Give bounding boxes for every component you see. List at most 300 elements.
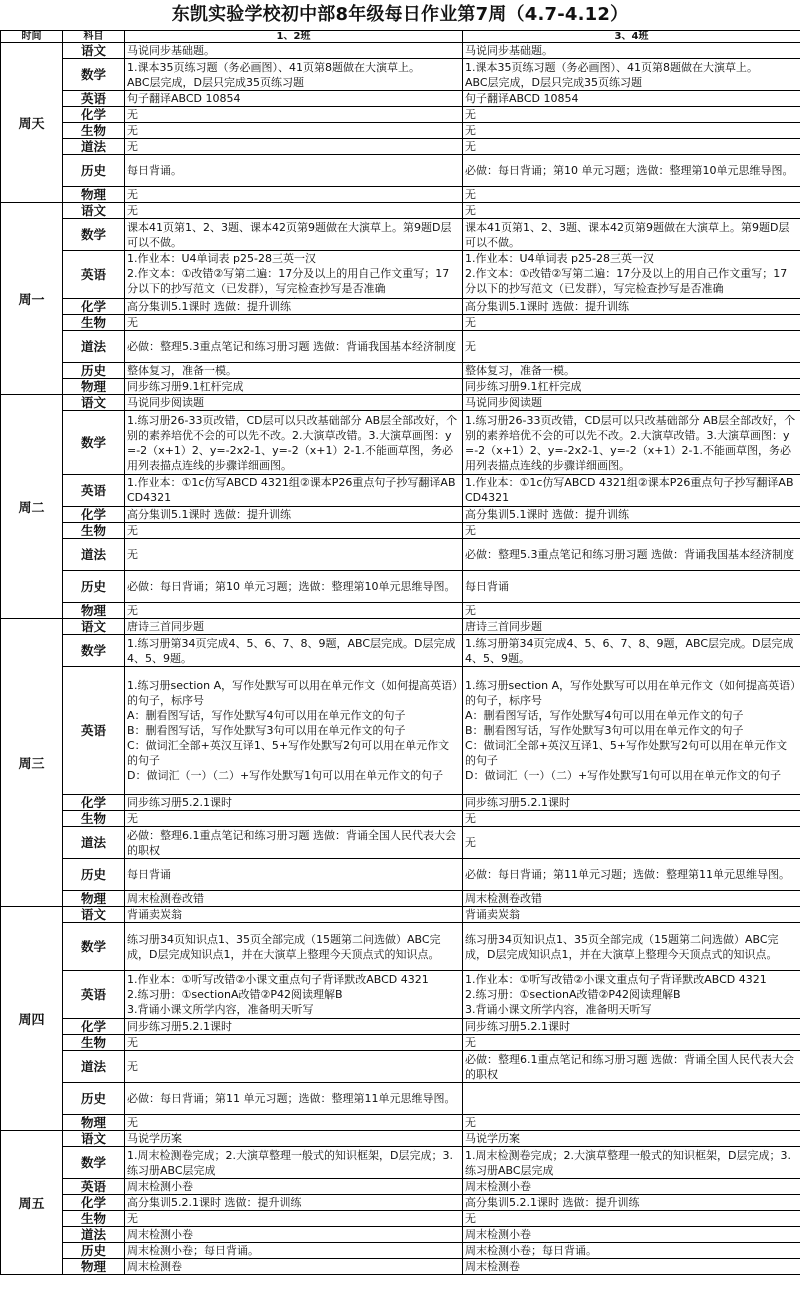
homework-text: 1.练习册section A，写作处默写可以用在单元作文（如何提高英语）的句子，标序号 A：删看图写话，写作处默写4句可以用在单元作文的句子 B：删看图写话，写作处默写3句可以用在单元作文的句子 C：做词汇全部+英汉互译1、5+写作处默写2句可以用在单元作文的句子 D：做词汇（一）（二）+写作处默写1句可以用在单元作文的句子: [127, 679, 458, 782]
homework-cell-class-1-2: [125, 1131, 463, 1147]
homework-cell-class-1-2: [125, 219, 463, 251]
subject-label: 历史: [63, 155, 125, 187]
subject-label: 化学: [63, 1195, 125, 1211]
homework-cell-class-1-2: [125, 59, 463, 91]
homework-cell-class-1-2: [125, 1259, 463, 1275]
homework-text: 练习册34页知识点1、35页全部完成（15题第二问选做）ABC完成，D层完成知识点1，并在大演草上整理今天顶点式的知识点。: [465, 932, 779, 961]
homework-cell-class-1-2: [125, 379, 463, 395]
homework-text: 同步练习册5.2.1课时: [465, 1020, 570, 1033]
homework-cell-class-1-2: [125, 1083, 463, 1115]
homework-text: 无: [127, 108, 138, 121]
subject-label: 数学: [63, 1147, 125, 1179]
homework-text: 必做：整理6.1重点笔记和练习册习题 选做：背诵全国人民代表大会的职权: [127, 828, 456, 857]
homework-text: 高分集训5.1课时 选做：提升训练: [127, 508, 291, 521]
homework-cell-class-3-4: [463, 1035, 800, 1051]
homework-text: 高分集训5.1课时 选做：提升训练: [127, 300, 291, 313]
homework-cell-class-1-2: [125, 363, 463, 379]
table-row: [1, 859, 800, 891]
day-label: 周三: [1, 619, 63, 907]
homework-text: 必做：每日背诵；第10 单元习题；选做：整理第10单元思维导图。: [465, 164, 794, 177]
subject-label: 语文: [63, 395, 125, 411]
homework-cell-class-1-2: [125, 1051, 463, 1083]
homework-text: 无: [465, 316, 476, 329]
homework-cell-class-3-4: [463, 507, 800, 523]
table-row: [1, 1019, 800, 1035]
homework-text: 每日背诵。: [127, 164, 182, 177]
homework-text: 无: [465, 836, 476, 849]
homework-cell-class-1-2: [125, 315, 463, 331]
homework-text: 无: [465, 340, 476, 353]
table-row: [1, 1051, 800, 1083]
homework-cell-class-1-2: [125, 1179, 463, 1195]
homework-cell-class-3-4: [463, 859, 800, 891]
subject-label: 数学: [63, 411, 125, 475]
homework-text: 1.练习册section A，写作处默写可以用在单元作文（如何提高英语）的句子，标序号 A：删看图写话，写作处默写4句可以用在单元作文的句子 B：删看图写话，写作处默写3句可以用在单元作文的句子 C：做词汇全部+英汉互译1、5+写作处默写2句可以用在单元作文的句子 D：做词汇（一）（二）+写作处默写1句可以用在单元作文的句子: [465, 679, 796, 782]
homework-cell-class-3-4: [463, 187, 800, 203]
day-label: 周五: [1, 1131, 63, 1275]
table-row: [1, 539, 800, 571]
homework-cell-class-1-2: [125, 331, 463, 363]
homework-text: 1.练习册第34页完成4、5、6、7、8、9题，ABC层完成。D层完成4、5、9题。: [465, 636, 794, 665]
homework-text: 1.周末检测卷完成；2.大演草整理一般式的知识框架，D层完成；3.练习册ABC层完成: [127, 1148, 453, 1177]
homework-text: 高分集训5.2.1课时 选做：提升训练: [465, 1196, 640, 1209]
table-row: [1, 891, 800, 907]
table-row: [1, 155, 800, 187]
subject-label: 物理: [63, 1115, 125, 1131]
table-row: [1, 363, 800, 379]
header-subject: 科目: [63, 31, 125, 43]
day-label: 周四: [1, 907, 63, 1131]
subject-label: 道法: [63, 1227, 125, 1243]
table-row: [1, 523, 800, 539]
homework-text: 高分集训5.1课时 选做：提升训练: [465, 300, 629, 313]
table-row: [1, 811, 800, 827]
table-row: [1, 475, 800, 507]
homework-cell-class-1-2: [125, 123, 463, 139]
homework-text: 无: [127, 140, 138, 153]
homework-text: 练习册34页知识点1、35页全部完成（15题第二问选做）ABC完成，D层完成知识点1，并在大演草上整理今天顶点式的知识点。: [127, 932, 441, 961]
homework-cell-class-3-4: [463, 1083, 800, 1115]
homework-text: 无: [127, 204, 138, 217]
homework-text: 1.练习册26-33页改错，CD层可以只改基础部分 AB层全部改好，个别的素养培优不会的可以先不改。2.大演草改错。3.大演草画图：y=-2（x+1）2、y=-2x2-1、y=-2（x+1）2-1.不能画草图，务必用列表描点连线的步骤详细画图。: [127, 413, 458, 472]
homework-text: 句子翻译ABCD 10854: [127, 92, 241, 105]
homework-text: 无: [465, 1212, 476, 1225]
homework-cell-class-1-2: [125, 1227, 463, 1243]
homework-cell-class-1-2: [125, 523, 463, 539]
homework-text: 1.作业本：①听写改错②小课文重点句子背译默改ABCD 4321 2.练习册：①sectionA改错②P42阅读理解B 3.背诵小课文所学内容，准备明天听写: [127, 973, 429, 1016]
table-row: [1, 203, 800, 219]
homework-cell-class-1-2: [125, 251, 463, 299]
homework-cell-class-3-4: [463, 1147, 800, 1179]
homework-text: 1.作业本：①听写改错②小课文重点句子背译默改ABCD 4321 2.练习册：①sectionA改错②P42阅读理解B 3.背诵小课文所学内容，准备明天听写: [465, 973, 767, 1016]
subject-label: 道法: [63, 331, 125, 363]
subject-label: 生物: [63, 123, 125, 139]
subject-label: 物理: [63, 379, 125, 395]
homework-cell-class-3-4: [463, 395, 800, 411]
table-row: [1, 107, 800, 123]
homework-cell-class-3-4: [463, 411, 800, 475]
subject-label: 生物: [63, 523, 125, 539]
table-row: [1, 219, 800, 251]
homework-cell-class-3-4: [463, 635, 800, 667]
subject-label: 化学: [63, 1019, 125, 1035]
homework-text: 无: [127, 548, 138, 561]
subject-label: 语文: [63, 907, 125, 923]
homework-text: 背诵卖炭翁: [465, 908, 520, 921]
homework-text: 每日背诵: [465, 580, 509, 593]
homework-text: 课本41页第1、2、3题、课本42页第9题做在大演草上。第9题D层可以不做。: [465, 220, 790, 249]
subject-label: 语文: [63, 619, 125, 635]
table-row: [1, 123, 800, 139]
table-row: [1, 59, 800, 91]
homework-cell-class-1-2: [125, 891, 463, 907]
table-row: [1, 187, 800, 203]
homework-text: 周末检测小卷: [127, 1180, 193, 1193]
subject-label: 英语: [63, 251, 125, 299]
homework-cell-class-3-4: [463, 1211, 800, 1227]
homework-cell-class-3-4: [463, 331, 800, 363]
homework-cell-class-1-2: [125, 603, 463, 619]
table-row: [1, 331, 800, 363]
subject-label: 道法: [63, 827, 125, 859]
homework-text: 马说学历案: [127, 1132, 182, 1145]
table-row: [1, 1035, 800, 1051]
homework-text: 周末检测卷: [127, 1260, 182, 1273]
homework-cell-class-3-4: [463, 971, 800, 1019]
homework-cell-class-3-4: [463, 203, 800, 219]
homework-cell-class-3-4: [463, 363, 800, 379]
subject-label: 数学: [63, 59, 125, 91]
table-row: [1, 635, 800, 667]
homework-cell-class-1-2: [125, 139, 463, 155]
header-row: [1, 31, 800, 43]
homework-text: 无: [127, 1036, 138, 1049]
homework-cell-class-3-4: [463, 1179, 800, 1195]
homework-cell-class-1-2: [125, 1115, 463, 1131]
homework-cell-class-3-4: [463, 1227, 800, 1243]
subject-label: 历史: [63, 363, 125, 379]
homework-cell-class-1-2: [125, 635, 463, 667]
table-row: [1, 1115, 800, 1131]
table-row: [1, 571, 800, 603]
subject-label: 生物: [63, 811, 125, 827]
homework-cell-class-3-4: [463, 315, 800, 331]
homework-text: 1.课本35页练习题（务必画图）、41页第8题做在大演草上。 ABC层完成，D层只完成35页练习题: [127, 60, 420, 89]
homework-cell-class-3-4: [463, 251, 800, 299]
homework-text: 无: [465, 188, 476, 201]
homework-cell-class-1-2: [125, 1035, 463, 1051]
subject-label: 数学: [63, 635, 125, 667]
subject-label: 英语: [63, 971, 125, 1019]
subject-label: 数学: [63, 923, 125, 971]
subject-label: 物理: [63, 187, 125, 203]
homework-text: 1.课本35页练习题（务必画图）、41页第8题做在大演草上。 ABC层完成，D层只完成35页练习题: [465, 60, 758, 89]
subject-label: 历史: [63, 571, 125, 603]
table-row: [1, 1195, 800, 1211]
homework-cell-class-1-2: [125, 539, 463, 571]
homework-text: 无: [127, 316, 138, 329]
homework-cell-class-3-4: [463, 1259, 800, 1275]
table-row: [1, 315, 800, 331]
subject-label: 历史: [63, 1243, 125, 1259]
homework-cell-class-3-4: [463, 139, 800, 155]
table-row: [1, 1147, 800, 1179]
homework-cell-class-3-4: [463, 59, 800, 91]
homework-cell-class-3-4: [463, 603, 800, 619]
homework-text: 1.作业本：①1c仿写ABCD 4321组②课本P26重点句子抄写翻译ABCD4321: [127, 476, 456, 504]
homework-cell-class-3-4: [463, 91, 800, 107]
homework-text: 无: [465, 140, 476, 153]
table-row: [1, 1179, 800, 1195]
subject-label: 数学: [63, 219, 125, 251]
subject-label: 语文: [63, 43, 125, 59]
homework-text: 必做：每日背诵；第10 单元习题；选做：整理第10单元思维导图。: [127, 580, 456, 593]
homework-cell-class-1-2: [125, 507, 463, 523]
table-row: [1, 795, 800, 811]
table-row: [1, 507, 800, 523]
homework-cell-class-3-4: [463, 1115, 800, 1131]
homework-cell-class-1-2: [125, 1243, 463, 1259]
homework-cell-class-1-2: [125, 411, 463, 475]
subject-label: 生物: [63, 315, 125, 331]
homework-cell-class-3-4: [463, 923, 800, 971]
homework-text: 周末检测小卷: [465, 1180, 531, 1193]
homework-text: 无: [465, 1116, 476, 1129]
homework-text: 无: [127, 1116, 138, 1129]
homework-text: 1.作业本：①1c仿写ABCD 4321组②课本P26重点句子抄写翻译ABCD4321: [465, 476, 794, 504]
homework-text: 周末检测卷改错: [127, 892, 204, 905]
homework-cell-class-1-2: [125, 91, 463, 107]
homework-cell-class-1-2: [125, 811, 463, 827]
page-title: 东凯实验学校初中部8年级每日作业第7周（4.7-4.12）: [171, 4, 629, 25]
homework-text: 无: [465, 108, 476, 121]
homework-text: 无: [127, 524, 138, 537]
homework-text: 无: [127, 1212, 138, 1225]
table-row: [1, 1259, 800, 1275]
homework-text: 1.练习册26-33页改错，CD层可以只改基础部分 AB层全部改好，个别的素养培优不会的可以先不改。2.大演草改错。3.大演草画图：y=-2（x+1）2、y=-2x2-1、y=-2（x+1）2-1.不能画草图，务必用列表描点连线的步骤详细画图。: [465, 413, 796, 472]
subject-label: 英语: [63, 667, 125, 795]
homework-text: 周末检测小卷；每日背诵。: [465, 1244, 597, 1257]
homework-cell-class-1-2: [125, 667, 463, 795]
table-row: [1, 299, 800, 315]
subject-label: 语文: [63, 203, 125, 219]
homework-text: 1.练习册第34页完成4、5、6、7、8、9题，ABC层完成。D层完成4、5、9题。: [127, 636, 456, 665]
homework-text: 无: [127, 188, 138, 201]
homework-cell-class-1-2: [125, 923, 463, 971]
homework-text: 同步练习册5.2.1课时: [465, 796, 570, 809]
homework-cell-class-3-4: [463, 891, 800, 907]
homework-text: 无: [127, 812, 138, 825]
homework-cell-class-3-4: [463, 571, 800, 603]
subject-label: 生物: [63, 1211, 125, 1227]
homework-text: 整体复习，准备一模。: [465, 364, 575, 377]
homework-text: 同步练习册5.2.1课时: [127, 1020, 232, 1033]
table-row: [1, 619, 800, 635]
homework-text: 无: [465, 524, 476, 537]
homework-text: 必做：整理5.3重点笔记和练习册习题 选做：背诵我国基本经济制度: [127, 340, 456, 353]
homework-cell-class-1-2: [125, 971, 463, 1019]
homework-text: 马说同步阅读题: [127, 396, 204, 409]
homework-text: 必做：整理6.1重点笔记和练习册习题 选做：背诵全国人民代表大会的职权: [465, 1052, 794, 1081]
homework-cell-class-3-4: [463, 1243, 800, 1259]
homework-cell-class-3-4: [463, 539, 800, 571]
homework-text: 马说同步阅读题: [465, 396, 542, 409]
homework-text: 周末检测卷改错: [465, 892, 542, 905]
homework-cell-class-1-2: [125, 475, 463, 507]
homework-cell-class-3-4: [463, 475, 800, 507]
subject-label: 历史: [63, 859, 125, 891]
homework-cell-class-1-2: [125, 203, 463, 219]
homework-text: 无: [465, 604, 476, 617]
table-row: [1, 1227, 800, 1243]
subject-label: 物理: [63, 1259, 125, 1275]
homework-cell-class-3-4: [463, 43, 800, 59]
day-label: 周二: [1, 395, 63, 619]
day-label: 周一: [1, 203, 63, 395]
homework-cell-class-3-4: [463, 523, 800, 539]
table-row: [1, 251, 800, 299]
homework-cell-class-1-2: [125, 395, 463, 411]
homework-text: 无: [465, 812, 476, 825]
homework-text: 同步练习册5.2.1课时: [127, 796, 232, 809]
subject-label: 道法: [63, 1051, 125, 1083]
homework-cell-class-3-4: [463, 1195, 800, 1211]
homework-text: 无: [127, 1060, 138, 1073]
homework-cell-class-3-4: [463, 1051, 800, 1083]
table-row: [1, 603, 800, 619]
table-row: [1, 395, 800, 411]
subject-label: 化学: [63, 107, 125, 123]
header-time: 时间: [1, 31, 63, 43]
homework-text: 同步练习册9.1杠杆完成: [465, 380, 582, 393]
homework-text: 周末检测卷: [465, 1260, 520, 1273]
homework-text: 周末检测小卷: [127, 1228, 193, 1241]
homework-cell-class-3-4: [463, 299, 800, 315]
subject-label: 历史: [63, 1083, 125, 1115]
homework-text: 每日背诵: [127, 868, 171, 881]
homework-text: 周末检测小卷；每日背诵。: [127, 1244, 259, 1257]
homework-text: 必做：每日背诵；第11 单元习题；选做：整理第11单元思维导图。: [127, 1092, 456, 1105]
homework-text: 整体复习，准备一模。: [127, 364, 237, 377]
table-row: [1, 1131, 800, 1147]
homework-cell-class-3-4: [463, 667, 800, 795]
homework-cell-class-3-4: [463, 619, 800, 635]
table-row: [1, 827, 800, 859]
homework-cell-class-3-4: [463, 827, 800, 859]
homework-text: 句子翻译ABCD 10854: [465, 92, 579, 105]
homework-text: 唐诗三首同步题: [127, 620, 204, 633]
homework-text: 必做：整理5.3重点笔记和练习册习题 选做：背诵我国基本经济制度: [465, 548, 794, 561]
homework-cell-class-3-4: [463, 379, 800, 395]
homework-cell-class-1-2: [125, 1211, 463, 1227]
table-row: [1, 411, 800, 475]
homework-body: [1, 43, 800, 1275]
homework-cell-class-3-4: [463, 107, 800, 123]
homework-cell-class-1-2: [125, 795, 463, 811]
homework-text: 1.作业本：U4单词表 p25-28三英一汉 2.作文本：①改错②写第二遍：17分及以上的用自己作文重写；17分以下的抄写范文（已发群），写完检查抄写是否准确: [127, 252, 450, 295]
homework-cell-class-1-2: [125, 1019, 463, 1035]
homework-cell-class-3-4: [463, 811, 800, 827]
table-row: [1, 1083, 800, 1115]
homework-cell-class-3-4: [463, 795, 800, 811]
header-class-3-4: 3、4班: [463, 31, 800, 43]
homework-cell-class-3-4: [463, 219, 800, 251]
table-row: [1, 1211, 800, 1227]
subject-label: 生物: [63, 1035, 125, 1051]
homework-cell-class-1-2: [125, 827, 463, 859]
homework-cell-class-1-2: [125, 907, 463, 923]
homework-cell-class-1-2: [125, 155, 463, 187]
table-row: [1, 139, 800, 155]
homework-cell-class-3-4: [463, 123, 800, 139]
table-row: [1, 1243, 800, 1259]
homework-text: 1.周末检测卷完成；2.大演草整理一般式的知识框架，D层完成；3.练习册ABC层完成: [465, 1148, 791, 1177]
homework-text: 高分集训5.1课时 选做：提升训练: [465, 508, 629, 521]
subject-label: 英语: [63, 475, 125, 507]
homework-text: 1.作业本：U4单词表 p25-28三英一汉 2.作文本：①改错②写第二遍：17分及以上的用自己作文重写；17分以下的抄写范文（已发群），写完检查抄写是否准确: [465, 252, 788, 295]
homework-cell-class-1-2: [125, 43, 463, 59]
homework-cell-class-1-2: [125, 299, 463, 315]
homework-cell-class-1-2: [125, 187, 463, 203]
homework-text: 马说学历案: [465, 1132, 520, 1145]
homework-text: 必做：每日背诵；第11单元习题；选做：整理第11单元思维导图。: [465, 868, 790, 881]
homework-text: 无: [127, 124, 138, 137]
homework-text: 高分集训5.2.1课时 选做：提升训练: [127, 1196, 302, 1209]
homework-text: 同步练习册9.1杠杆完成: [127, 380, 244, 393]
homework-cell-class-1-2: [125, 1195, 463, 1211]
table-row: [1, 923, 800, 971]
homework-text: 周末检测小卷: [465, 1228, 531, 1241]
homework-text: 唐诗三首同步题: [465, 620, 542, 633]
homework-cell-class-1-2: [125, 571, 463, 603]
subject-label: 语文: [63, 1131, 125, 1147]
homework-text: 无: [465, 124, 476, 137]
subject-label: 英语: [63, 1179, 125, 1195]
homework-cell-class-3-4: [463, 1019, 800, 1035]
subject-label: 物理: [63, 891, 125, 907]
subject-label: 道法: [63, 139, 125, 155]
homework-cell-class-1-2: [125, 107, 463, 123]
subject-label: 化学: [63, 299, 125, 315]
subject-label: 道法: [63, 539, 125, 571]
subject-label: 化学: [63, 795, 125, 811]
homework-cell-class-1-2: [125, 859, 463, 891]
table-row: [1, 379, 800, 395]
homework-table: [0, 30, 800, 1275]
header-class-1-2: 1、2班: [125, 31, 463, 43]
homework-text: 无: [465, 204, 476, 217]
homework-text: 无: [127, 604, 138, 617]
table-row: [1, 971, 800, 1019]
table-row: [1, 43, 800, 59]
homework-text: 无: [465, 1036, 476, 1049]
homework-cell-class-3-4: [463, 907, 800, 923]
subject-label: 物理: [63, 603, 125, 619]
table-row: [1, 91, 800, 107]
day-label: 周天: [1, 43, 63, 203]
homework-cell-class-1-2: [125, 1147, 463, 1179]
subject-label: 英语: [63, 91, 125, 107]
homework-cell-class-1-2: [125, 619, 463, 635]
homework-cell-class-3-4: [463, 1131, 800, 1147]
homework-text: 课本41页第1、2、3题、课本42页第9题做在大演草上。第9题D层可以不做。: [127, 220, 452, 249]
table-row: [1, 907, 800, 923]
homework-text: 马说同步基础题。: [127, 44, 215, 57]
homework-text: 马说同步基础题。: [465, 44, 553, 57]
homework-cell-class-3-4: [463, 155, 800, 187]
subject-label: 化学: [63, 507, 125, 523]
table-row: [1, 667, 800, 795]
